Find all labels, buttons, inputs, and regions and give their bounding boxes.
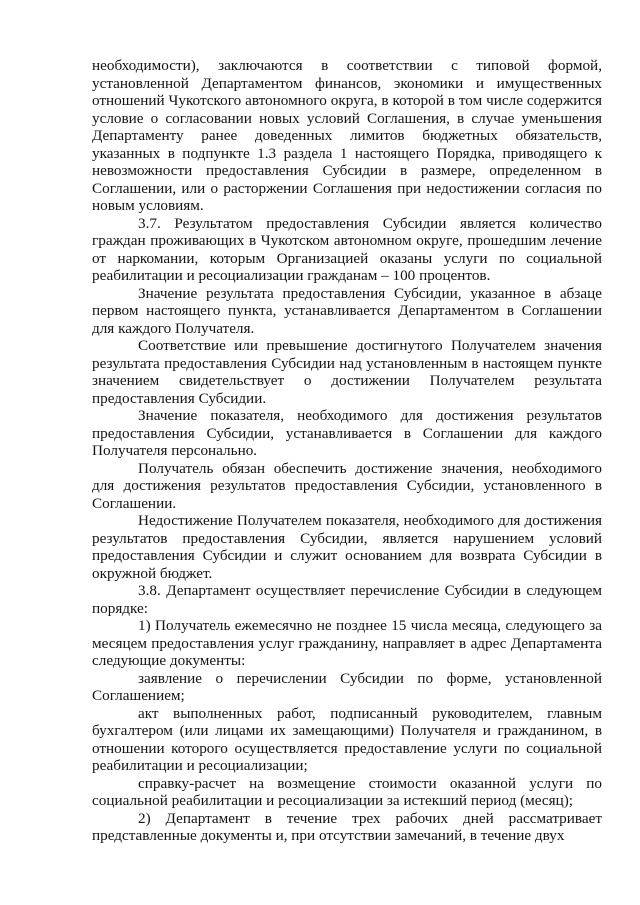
paragraph-non-achievement: Недостижение Получателем показателя, необходимого для достижения результатов предоставления Субсидии, является нарушением условий предоставления Субсидии и служит основанием для возврата Субсидии в окружной бюджет. [92, 512, 602, 582]
paragraph-result-value: Значение результата предоставления Субсидии, указанное в абзаце первом настоящего пункта, устанавливается Департаментом в Соглашении для каждого Получателя. [92, 284, 602, 337]
paragraph-result-achievement: Соответствие или превышение достигнутого Получателем значения результата предоставления Субсидии над установленным в настоящем пункте значением свидетельствует о достижении Получателем результата предоставления Субсидии. [92, 337, 602, 407]
paragraph-work-act: акт выполненных работ, подписанный руководителем, главным бухгалтером (или лицами их замещающими) Получателя и гражданином, в отношении которого осуществляется предоставление услуги по социальной реабилитации и ресоциализации; [92, 704, 602, 774]
paragraph-application: заявление о перечислении Субсидии по форме, установленной Соглашением; [92, 669, 602, 704]
paragraph-item-1-monthly: 1) Получатель ежемесячно не позднее 15 числа месяца, следующего за месяцем предоставления услуг гражданину, направляет в адрес Департамента следующие документы: [92, 617, 602, 669]
paragraph-indicator-value: Значение показателя, необходимого для достижения результатов предоставления Субсидии, устанавливается в Соглашении для каждого Получателя персонально. [92, 407, 602, 459]
paragraph-item-2-review: 2) Департамент в течение трех рабочих дней рассматривает представленные документы и, при отсутствии замечаний, в течение двух [92, 809, 602, 844]
paragraph-3-8-transfer: 3.8. Департамент осуществляет перечисление Субсидии в следующем порядке: [92, 582, 602, 617]
paragraph-continuation: необходимости), заключаются в соответствии с типовой формой, установленной Департаментом финансов, экономики и имущественных отношений Чукотского автономного округа, в которой в том числе содержится условие о согласовании новых условий Соглашения, в случае уменьшения Департаменту ранее доведенных лимитов бюджетных обязательств, указанных в подпункте 1.3 раздела 1 настоящего Порядка, приводящего к невозможности предоставления Субсидии в размере, определенном в Соглашении, или о расторжении Соглашения при недостижении согласия по новым условиям. [92, 57, 602, 214]
paragraph-3-7-result: 3.7. Результатом предоставления Субсидии является количество граждан проживающих в Чукотском автономном округе, прошедшим лечение от наркомании, которым Организацией оказаны услуги по социальной реабилитации и ресоциализации гражданам – 100 процентов. [92, 214, 602, 284]
paragraph-recipient-obligation: Получатель обязан обеспечить достижение значения, необходимого для достижения результатов предоставления Субсидии, установленного в Соглашении. [92, 459, 602, 512]
document-body [92, 57, 602, 845]
paragraph-calculation-certificate: справку-расчет на возмещение стоимости оказанной услуги по социальной реабилитации и ресоциализации за истекший период (месяц); [92, 774, 602, 809]
